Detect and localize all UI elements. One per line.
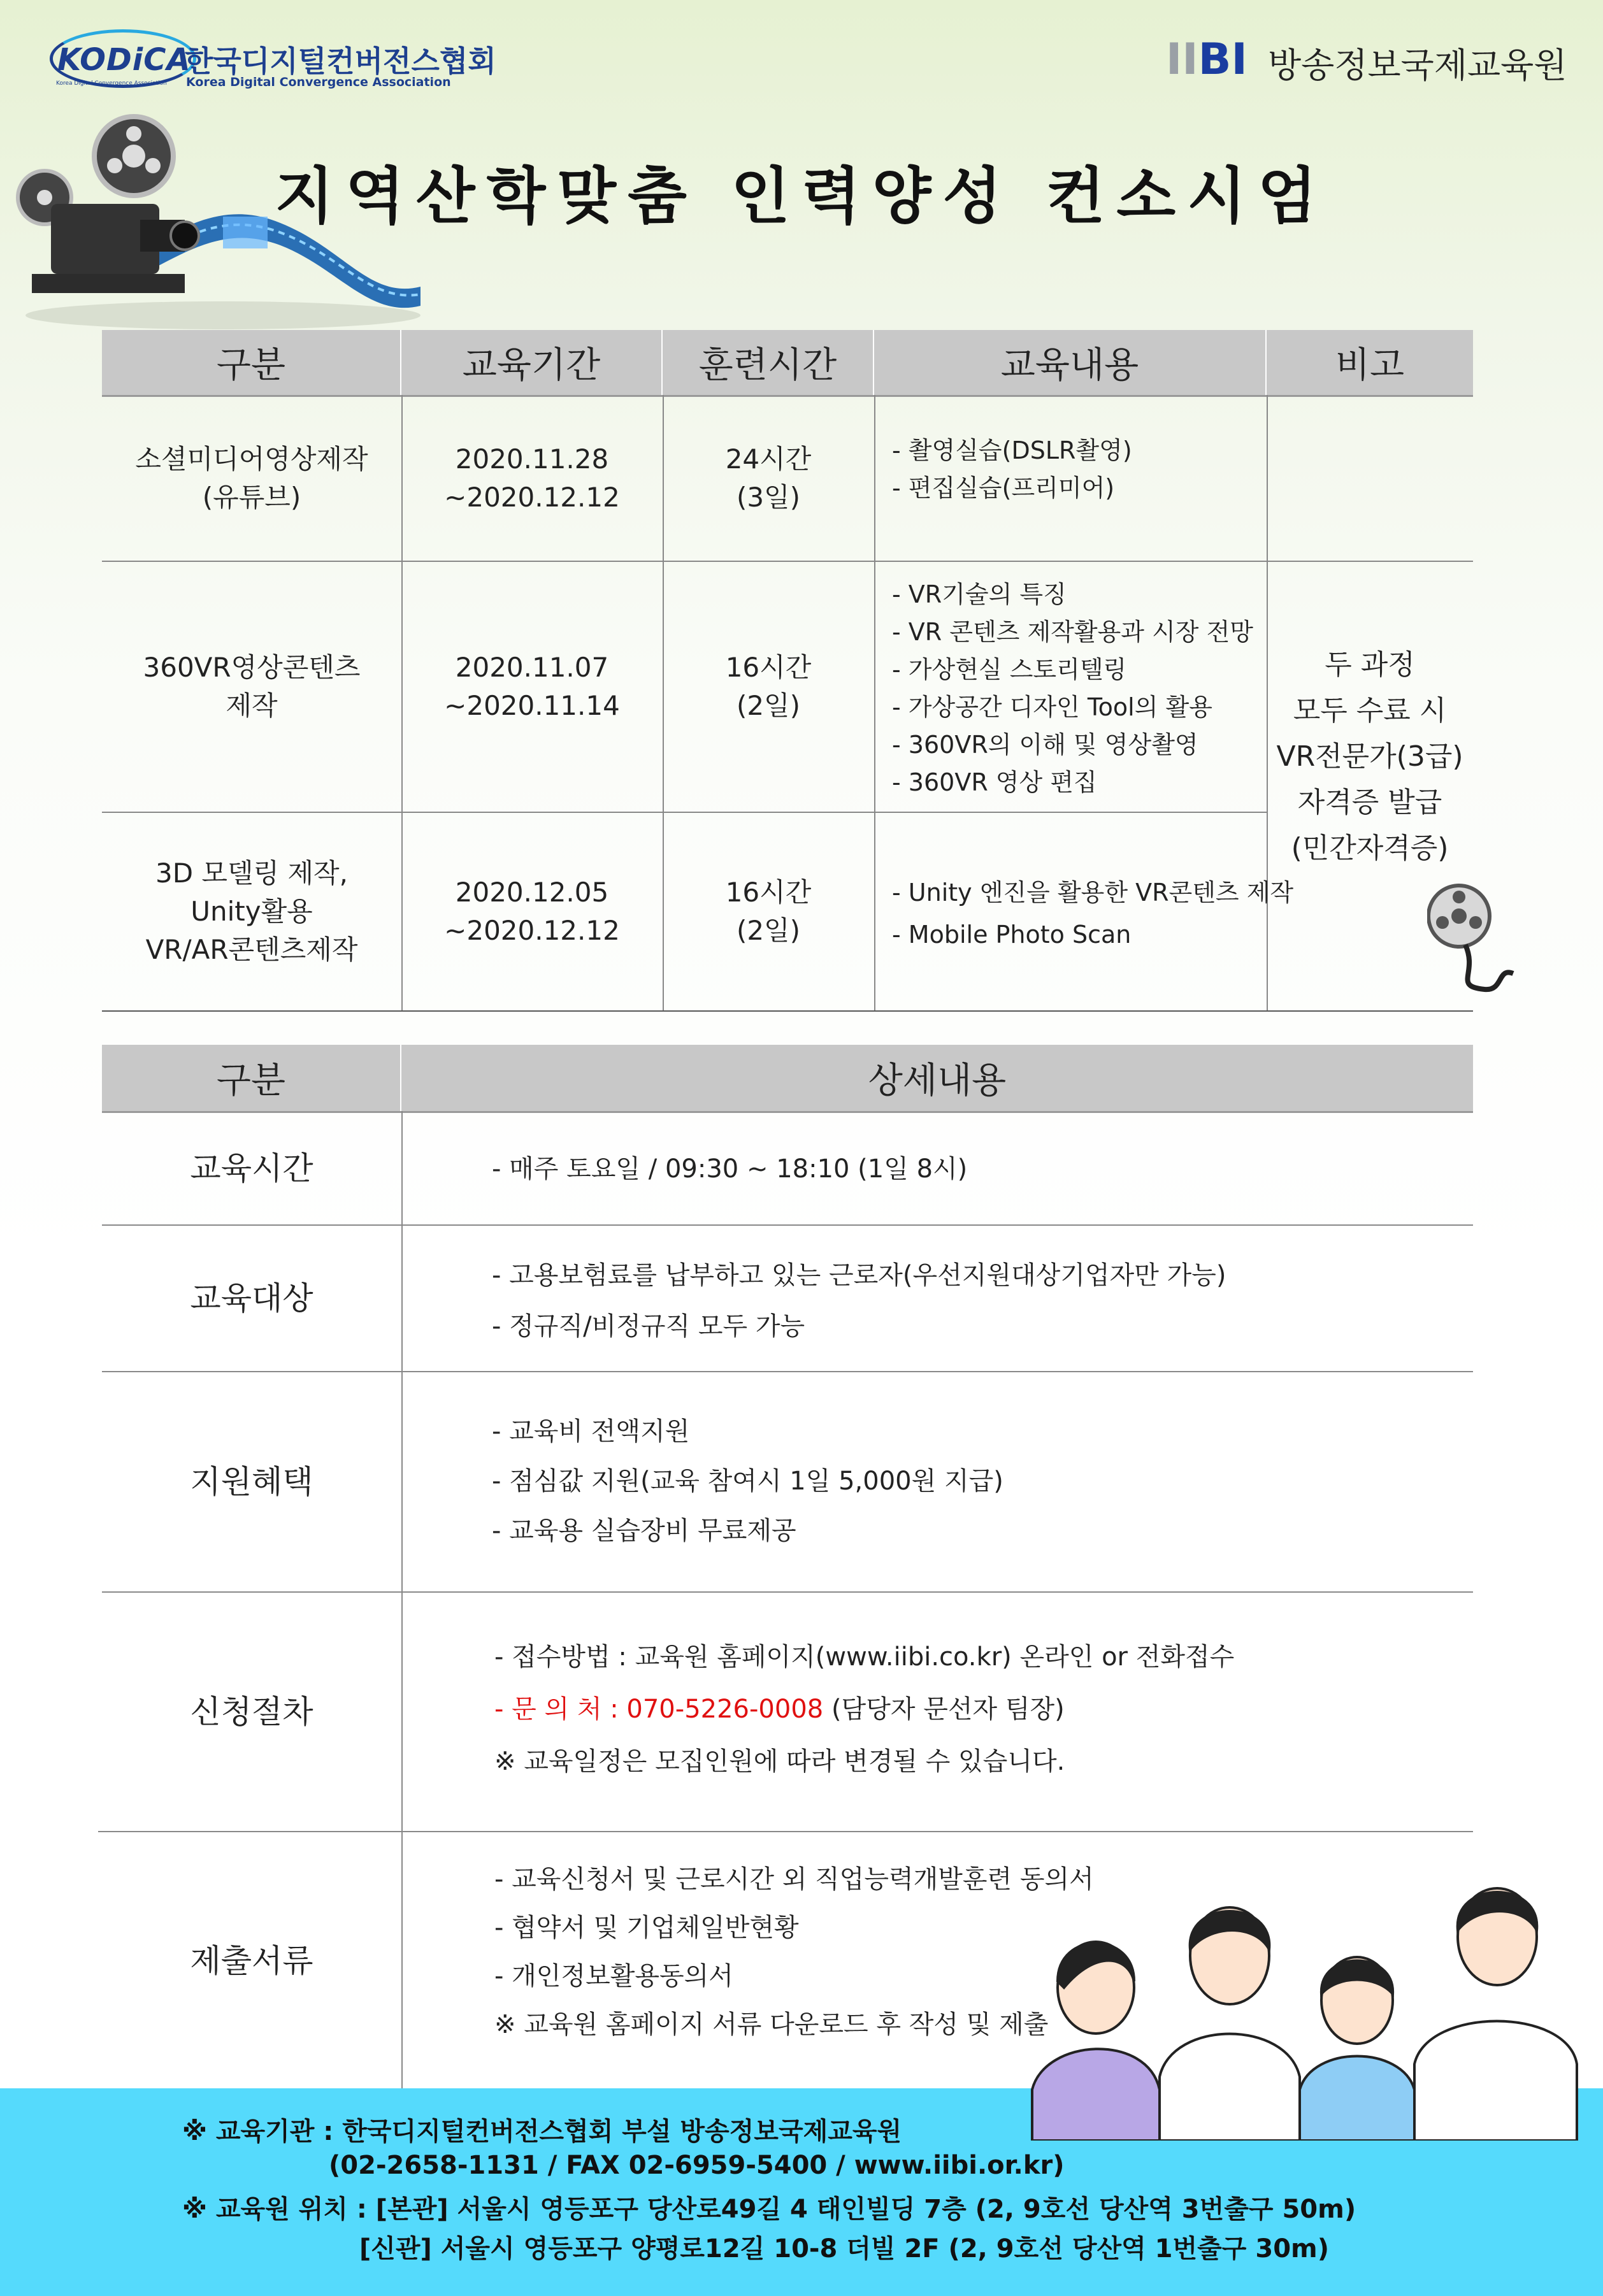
period-start: 2020.12.05: [455, 877, 609, 908]
course-period: [401, 562, 663, 812]
header-category: 구분: [102, 330, 401, 395]
course-name-line: Unity활용: [190, 896, 313, 927]
header-note: 비고: [1335, 345, 1405, 386]
period-end: ~2020.12.12: [444, 482, 620, 513]
course-content-list: [892, 576, 1253, 801]
list-item: - 협약서 및 기업체일반현황: [494, 1913, 799, 1942]
divider: [102, 1010, 1473, 1012]
header-detail: 상세내용: [868, 1060, 1007, 1101]
list-item: - 개인정보활용동의서: [494, 1962, 733, 1991]
course-period: [401, 396, 663, 561]
course-hours: [663, 813, 874, 1010]
table-row: [102, 396, 401, 561]
table-row: [102, 562, 401, 812]
course-content-list: [892, 872, 1293, 956]
list-item: - 가상현실 스토리텔링: [892, 656, 1127, 684]
list-item: - 접수방법 : 교육원 홈페이지(www.iibi.co.kr) 온라인 or 전화접수: [494, 1642, 1235, 1672]
divider: [1267, 561, 1473, 562]
course-name-line: (유튜브): [202, 482, 301, 513]
list-item: - 가상공간 디자인 Tool의 활용: [892, 693, 1212, 721]
detail-list: [494, 1631, 1234, 1788]
course-hours: [663, 562, 874, 812]
detail-list: [492, 1407, 1003, 1556]
list-item: - 교육용 실습장비 무료제공: [492, 1516, 796, 1546]
contact-line: [494, 1683, 1234, 1735]
course-name-line: 소셜미디어영상제작: [135, 443, 368, 475]
hours-value: 24시간: [725, 443, 812, 475]
course-content-list: [892, 432, 1132, 507]
list-item: - 편집실습(프리미어): [892, 474, 1115, 502]
header-hours: 훈련시간: [663, 330, 874, 395]
days-value: (3일): [736, 482, 801, 513]
course-table: [102, 330, 1473, 1012]
footer-location-main: ※ 교육원 위치 : [본관] 서울시 영등포구 당산로49길 4 태인빌딩 7층 (2, 9호선 당산역 3번출구 50m): [182, 2195, 1356, 2224]
detail-label: 교육시간: [190, 1150, 313, 1187]
days-value: (2일): [736, 690, 801, 721]
kodica-logo-small-text: Korea Digital Convergence Association: [56, 80, 167, 87]
detail-list: [494, 1855, 1094, 2049]
divider: [874, 395, 875, 1012]
period-start: 2020.11.28: [455, 443, 609, 475]
header-period: 교육기간: [401, 330, 663, 395]
page-title: 지역산학맞춤 인력양성 컨소시엄: [275, 161, 1328, 232]
iibi-name: 방송정보국제교육원: [1268, 45, 1567, 85]
period-end: ~2020.11.14: [444, 690, 620, 721]
detail-table-header: [102, 1045, 1473, 1113]
note-line: 모두 수료 시: [1293, 694, 1447, 727]
days-value: (2일): [736, 915, 801, 946]
list-item: - 360VR의 이해 및 영상촬영: [892, 731, 1198, 759]
film-reel-icon: [1427, 878, 1516, 1005]
course-name-line: 제작: [226, 690, 278, 721]
contact-person: (담당자 문선자 팀장): [823, 1695, 1065, 1724]
course-table-header: [102, 330, 1473, 397]
detail-label: 신청절차: [190, 1693, 313, 1730]
footer-institution: ※ 교육기관 : 한국디지털컨버전스협회 부설 방송정보국제교육원: [182, 2117, 902, 2146]
detail-list: [492, 1250, 1226, 1352]
note-line: (민간자격증): [1291, 832, 1449, 865]
iibi-logo-mark: IIBI: [1166, 34, 1247, 85]
course-name-line: VR/AR콘텐츠제작: [145, 934, 358, 965]
film-projector-illustration: [13, 96, 433, 331]
course-note: [1267, 642, 1473, 897]
contact-phone: 문 의 처 : 070-5226-0008: [512, 1695, 824, 1724]
list-item: - 교육비 전액지원: [492, 1417, 690, 1446]
divider: [401, 1111, 403, 2090]
period-end: ~2020.12.12: [444, 915, 620, 946]
note-line: 자격증 발급: [1297, 786, 1442, 819]
kodica-logo-word: KODiCA: [57, 42, 191, 78]
kodica-name-korean: 한국디지털컨버전스협회: [185, 44, 496, 78]
detail-label: 지원혜택: [190, 1463, 313, 1500]
list-item: - 정규직/비정규직 모두 가능: [492, 1312, 805, 1341]
footer-contact: (02-2658-1131 / FAX 02-6959-5400 / www.iibi.or.kr): [329, 2151, 1065, 2180]
list-item: - Unity 엔진을 활용한 VR콘텐츠 제작: [892, 879, 1294, 907]
course-period: [401, 813, 663, 1010]
list-item: - Mobile Photo Scan: [892, 921, 1132, 949]
list-item: - 매주 토요일 / 09:30 ~ 18:10 (1일 8시): [492, 1154, 968, 1184]
header-content: 교육내용: [874, 330, 1267, 395]
list-item: - 고용보험료를 납부하고 있는 근로자(우선지원대상기업자만 가능): [492, 1261, 1226, 1290]
list-item: - VR기술의 특징: [892, 580, 1067, 608]
course-hours: [663, 396, 874, 561]
list-item: ※ 교육원 홈페이지 서류 다운로드 후 작성 및 제출: [494, 2010, 1049, 2039]
course-name-line: 360VR영상콘텐츠: [143, 652, 361, 683]
list-item: - VR 콘텐츠 제작활용과 시장 전망: [892, 618, 1254, 646]
contact-prefix: -: [494, 1695, 512, 1724]
course-name-line: 3D 모델링 제작,: [155, 857, 348, 889]
detail-label: 제출서류: [190, 1942, 313, 1979]
period-start: 2020.11.07: [455, 652, 609, 683]
hours-value: 16시간: [725, 877, 812, 908]
kodica-logo: [50, 25, 496, 96]
schedule-notice: ※ 교육일정은 모집인원에 따라 변경될 수 있습니다.: [494, 1747, 1065, 1776]
table-row: [102, 813, 401, 1010]
list-item: - 촬영실습(DSLR촬영): [892, 436, 1132, 464]
note-line: 두 과정: [1325, 649, 1415, 681]
detail-list: [492, 1151, 967, 1188]
list-item: - 점심값 지원(교육 참여시 1일 5,000원 지급): [492, 1467, 1003, 1496]
note-line: VR전문가(3급): [1276, 740, 1463, 773]
people-illustration: [1019, 1873, 1580, 2141]
list-item: - 360VR 영상 편집: [892, 768, 1097, 796]
list-item: - 교육신청서 및 근로시간 외 직업능력개발훈련 동의서: [494, 1865, 1094, 1894]
detail-label: 교육대상: [190, 1280, 313, 1317]
footer-location-annex: [신관] 서울시 영등포구 양평로12길 10-8 더빌 2F (2, 9호선 당산역 1번출구 30m): [359, 2234, 1329, 2264]
header-category: 구분: [102, 1045, 401, 1111]
kodica-name-english: Korea Digital Convergence Association: [186, 75, 451, 89]
iibi-logo: [1166, 29, 1567, 87]
hours-value: 16시간: [725, 652, 812, 683]
